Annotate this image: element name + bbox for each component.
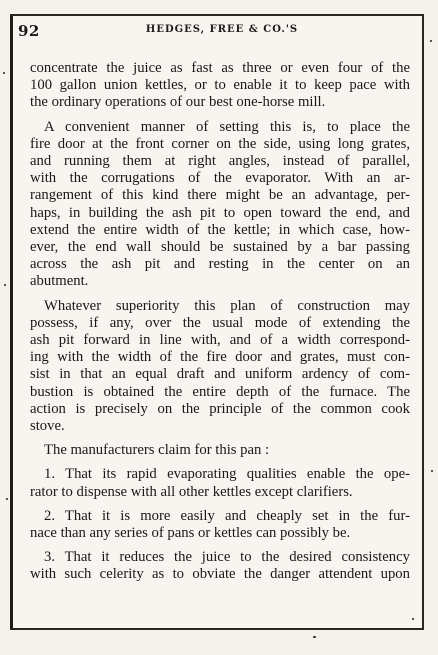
text-line: extend the entire width of the kettle; in which case, how- bbox=[30, 221, 410, 238]
text-line: nace than any series of pans or kettles can possibly be. bbox=[30, 525, 351, 542]
text-line: concentrate the juice as fast as three or even four of the bbox=[30, 60, 410, 76]
text-line: Whatever superiority this plan of construction may bbox=[44, 297, 410, 314]
text-line: 1. That its rapid evaporating qualities enable the ope- bbox=[44, 466, 410, 483]
text-line: the ordinary operations of our best one-horse mill. bbox=[30, 94, 326, 111]
text-line: possess, if any, over the usual mode of extending the bbox=[30, 314, 410, 331]
page-number: 92 bbox=[18, 22, 40, 40]
text-line: and running them at right angles, instead of parallel, bbox=[30, 153, 410, 170]
text-line: ever, the end wall should be sustained by a bar passing bbox=[30, 239, 410, 256]
page-header bbox=[18, 22, 426, 42]
text-line: fire door at the front corner on the side, using long grates, bbox=[30, 135, 410, 152]
text-line: haps, in building the ash pit to open toward the end, and bbox=[30, 204, 410, 221]
text-line: rangement of this kind there might be an advantage, per- bbox=[30, 187, 410, 204]
text-line: stove. bbox=[30, 418, 65, 435]
scan-speck bbox=[430, 40, 432, 42]
paragraph-7 bbox=[30, 549, 410, 583]
paragraph-2 bbox=[30, 119, 410, 291]
scan-speck bbox=[313, 636, 316, 638]
text-line: 2. That it is more easily and cheaply set in the fur- bbox=[44, 507, 410, 524]
text-line: action is precisely on the principle of the common cook bbox=[30, 400, 410, 417]
text-line: 3. That it reduces the juice to the desired consistency bbox=[44, 549, 410, 566]
paragraph-3 bbox=[30, 298, 410, 436]
text-line: abutment. bbox=[30, 273, 89, 290]
text-line: sist in that an equal draft and uniform ardency of com- bbox=[30, 366, 410, 383]
text-line: across the ash pit and resting in the center on an bbox=[30, 256, 410, 273]
paragraph-4 bbox=[30, 442, 410, 459]
text-line: The manufacturers claim for this pan : bbox=[44, 442, 270, 459]
running-head: HEDGES, FREE & CO.'S bbox=[145, 24, 299, 35]
text-line: ing with the width of the fire door and grates, must con- bbox=[30, 349, 410, 366]
text-line: A convenient manner of setting this is, to place the bbox=[44, 118, 410, 135]
scan-speck bbox=[431, 470, 433, 472]
body-text bbox=[30, 60, 410, 591]
scan-speck bbox=[412, 618, 414, 620]
paragraph-5 bbox=[30, 466, 410, 500]
text-line: bustion is obtained the entire depth of the furnace. The bbox=[30, 383, 410, 400]
scan-speck bbox=[3, 72, 5, 74]
text-line: ash pit forward in line with, and of a width correspond- bbox=[30, 332, 410, 349]
scan-speck bbox=[6, 498, 8, 500]
text-line: with such celerity as to obviate the danger attendent upon bbox=[30, 566, 410, 583]
text-line: rator to dispense with all other kettles except clarifiers. bbox=[30, 483, 353, 500]
scan-speck bbox=[4, 284, 6, 286]
text-line: 100 gallon union kettles, or to enable it to keep pace with bbox=[30, 77, 410, 94]
text-line: with the corrugations of the evaporator. With an ar- bbox=[30, 170, 410, 187]
paragraph-1 bbox=[30, 60, 410, 112]
paragraph-6 bbox=[30, 508, 410, 542]
